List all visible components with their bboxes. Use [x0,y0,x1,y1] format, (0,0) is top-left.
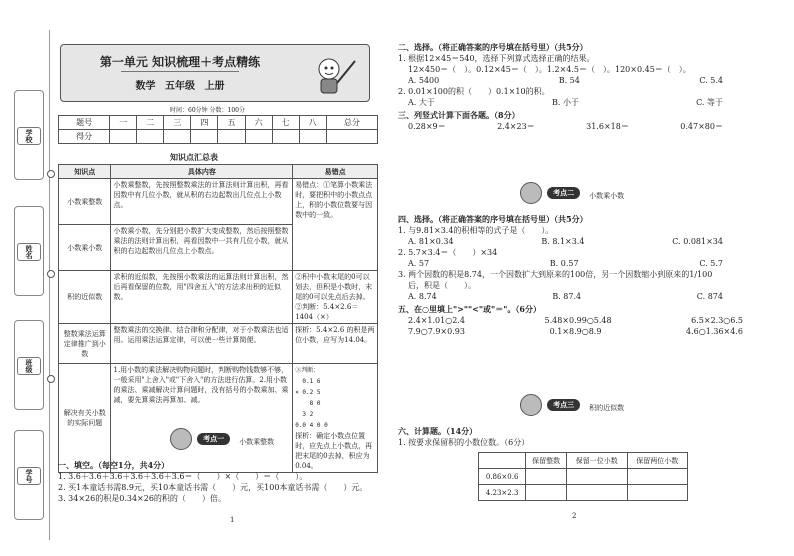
calc-row [398,121,783,132]
section-heading: 三、列竖式计算下面各题。（8分） [398,110,520,120]
option[interactable]: A. 5400 [408,76,440,85]
section-choice-4 [398,214,783,337]
mascot-icon [520,394,542,416]
summary-pitfall [293,364,378,473]
options [398,291,783,302]
side-box-name [14,206,44,296]
question: 后，积是（ ）。 [408,281,476,290]
answer-cell[interactable] [627,469,688,485]
compare-item[interactable]: 4.6○1.36×4.6 [686,327,743,336]
binding-hole [47,270,55,278]
calc-item: 0.47×80＝ [680,122,723,131]
question: 12×450＝（ ）。0.12×45＝（ ）。1.2×4.5＝（ ）。120×0.45＝（ ）。 [408,65,691,74]
topic-banner-3 [520,394,624,416]
mascot-icon [520,182,542,204]
page-header [60,44,370,102]
topic-banner-1 [170,428,274,450]
mascot-icon [170,428,192,450]
summary-content: 小数乘整数，先按照整数乘法的计算法则计算出积，再看因数中有几位小数，就从积的右边起数出几位点上小数点。 [111,179,293,225]
score-input[interactable] [218,130,245,144]
score-cell: 六 [245,116,272,130]
score-header-row [59,116,378,130]
title-rule [121,71,239,72]
side-box-school [14,90,44,180]
option[interactable]: C. 5.4 [699,76,723,85]
question: 1. 根据12×45＝540，选择下列算式选择正确的结果。 [398,54,595,63]
summary-title: 知识点汇总表 [170,152,218,162]
side-box-class [14,320,44,410]
compare-item[interactable]: 5.48×0.99○5.48 [544,316,612,325]
calc-item: 2.4×23＝ [497,122,535,131]
topic-badge: 考点一 [197,433,230,445]
test-meta: 时间：60分钟 分数：100分 [170,107,245,114]
compare-item[interactable]: 0.1×8.9○8.9 [549,327,602,336]
summary-topic: 小数乘整数 [59,179,111,225]
option[interactable]: C. 等于 [696,98,723,107]
section-heading: 一、填空。（每空1分，共4分） [58,460,170,470]
rounding-row [479,469,688,485]
option[interactable]: B. 0.57 [549,259,579,268]
option[interactable]: A. 大于 [408,98,435,107]
rounding-header-row [479,453,688,469]
options [398,75,783,86]
side-label: 姓名 [17,243,41,261]
page-subtitle: 数学 五年级 上册 [135,81,225,92]
score-value-row [59,130,378,144]
score-input[interactable] [110,130,137,144]
question: 1. 与9.81×3.4的积相等的式子是（ ）。 [398,226,554,235]
score-cell: 四 [191,116,218,130]
rounding-expr: 0.86×0.6 [479,469,526,485]
topic-banner-2 [520,182,624,204]
topic-title: 积的近似数 [589,403,625,412]
summary-topic: 整数乘法运算定律推广到小数 [59,324,111,364]
compare-item[interactable]: 6.5×2.3○6.5 [691,316,743,325]
summary-topic: 解决有关小数的实际问题 [59,364,111,473]
rounding-header: 保留整数 [526,453,567,469]
question: 3. 两个因数的积是8.74，一个因数扩大到原来的100倍，另一个因数缩小到原来的1/100 [398,270,713,279]
answer-cell[interactable] [567,485,627,501]
compare-row [398,326,783,337]
option[interactable]: B. 8.1×3.4 [541,237,585,246]
summary-pitfall: 易错点：①笔算小数乘法时，要把积中的小数点点上，积的小数位数要与因数中的一致。 [293,179,378,271]
score-cell: 一 [110,116,137,130]
page-title: 第一单元 知识梳理＋考点精练 [99,55,261,69]
section-heading: 五、在○里填上">""<"或"＝"。（6分） [398,304,541,314]
option[interactable]: C. 0.081×34 [672,237,723,246]
answer-cell[interactable] [526,469,567,485]
option[interactable]: B. 54 [558,76,580,85]
binding-hole [47,170,55,178]
score-input[interactable] [272,130,299,144]
summary-table [58,164,378,473]
rounding-table [478,452,688,501]
score-cell: 七 [272,116,299,130]
summary-row [59,271,378,324]
binding-hole [47,375,55,383]
question: 1. 按要求保留积的小数位数。（6分） [398,438,530,447]
option[interactable]: A. 81×0.34 [408,237,454,246]
section-heading: 六、计算题。（14分） [398,426,478,436]
side-label: 学号 [17,467,41,485]
score-cell: 题号 [59,116,110,130]
side-label: 班级 [17,357,41,375]
section-calc-6 [398,426,783,448]
compare-item[interactable]: 2.4×1.01○2.4 [408,316,465,325]
question: 2. 5.7×3.4＝（ ）×34 [398,248,498,257]
option[interactable]: B. 87.4 [552,292,582,301]
options [398,236,783,247]
topic-title: 小数乘整数 [239,437,275,446]
section-heading: 四、选择。（将正确答案的序号填在括号里）（共5分） [398,214,588,224]
summary-pitfall: ②积中小数末尾的0可以划去，但积是小数时，末尾的0可以先点后去掉。②判断：5.4×2.6＝1404（×） [293,271,378,324]
side-strip [0,30,50,540]
summary-content: 整数乘法的交换律、结合律和分配律，对于小数乘法也适用。运用乘法运算定律，可以使一些计算简便。 [111,324,293,364]
question: 1. 3.6＋3.6＋3.6＋3.6＋3.6＋3.6＝（ ）×（ ）＝（ ）。 [58,472,308,481]
side-box-number [14,430,44,520]
score-table [58,115,378,144]
page-number: 1 [230,516,235,524]
score-cell: 三 [164,116,191,130]
summary-pitfall: 探析：5.4×2.6 的积是两位小数，应写为14.04。 [293,324,378,364]
topic-badge: 考点二 [547,187,580,199]
option[interactable]: B. 小于 [551,98,579,107]
summary-content: 1.用小数的乘法解决购物问题时，判断购物钱数够不够，一般采用"上舍入"或"下舍入"的方法进行估算。2.用小数的乘法、乘减解决计算问题时，没有括号的小数乘加、乘减，要先算乘法再算加、减。 [111,364,293,473]
rounding-header [479,453,526,469]
topic-badge: 考点三 [547,399,580,411]
score-cell: 五 [218,116,245,130]
score-cell: 二 [137,116,164,130]
summary-header: 知识点 [59,165,111,179]
rounding-row [479,485,688,501]
vertical-calc: ③判断： 0.1 6 × 0.2 5 8 0 3 2 0.0 4 0 0 [295,367,328,429]
score-input[interactable] [164,130,191,144]
summary-content: 求积的近似数，先按照小数乘法的运算法则计算出积，然后再看保留的位数，用"四舍五入"的方法求出积的近似数。 [111,271,293,324]
summary-header: 具体内容 [111,165,293,179]
score-cell: 八 [299,116,326,130]
summary-content: 小数乘小数，先分别把小数扩大变成整数，然后按照整数乘法的法则计算出积，再看因数中一共有几位小数，就从积的右边起数出几位点上小数点。 [111,225,293,271]
question: 3. 34×26的积是0.34×26的积的（ ）倍。 [58,494,226,503]
score-input[interactable] [137,130,164,144]
mascot-illustration [311,53,357,97]
rounding-header: 保留两位小数 [627,453,688,469]
score-input[interactable] [299,130,326,144]
topic-title: 小数乘小数 [589,191,625,200]
summary-header: 易错点 [293,165,378,179]
section-fill-blank [58,460,378,504]
summary-row [59,324,378,364]
rounding-expr: 4.23×2.3 [479,485,526,501]
answer-cell[interactable] [526,485,567,501]
pitfall-note: 探析：确定小数点位置时，应先点上小数点，再把末尾的0去掉，积应为0.04。 [295,432,373,470]
answer-cell[interactable] [627,485,688,501]
summary-header-row [59,165,378,179]
side-label: 学校 [17,127,41,145]
compare-item[interactable]: 7.9○7.9×0.93 [408,327,465,336]
section-choice-2 [398,42,783,132]
score-input[interactable] [326,130,377,144]
calc-item: 0.28×9＝ [408,122,446,131]
question: 2. 0.01×100的积（ ）0.1×10的积。 [398,87,550,96]
page-number: 2 [572,512,577,520]
summary-topic: 积的近似数 [59,271,111,324]
score-input[interactable] [245,130,272,144]
answer-cell[interactable] [567,469,627,485]
summary-topic: 小数乘小数 [59,225,111,271]
score-input[interactable] [191,130,218,144]
option[interactable]: C. 5.7 [699,259,723,268]
score-cell: 总分 [326,116,377,130]
options [398,258,783,269]
rounding-header: 保留一位小数 [567,453,627,469]
option[interactable]: C. 874 [696,292,723,301]
summary-row [59,364,378,473]
option[interactable]: A. 8.74 [408,292,437,301]
calc-item: 31.6×18＝ [586,122,629,131]
score-cell: 得分 [59,130,110,144]
compare-row [398,315,783,326]
option[interactable]: A. 57 [408,259,430,268]
options [398,97,783,108]
question: 2. 买1本童话书需8.9元，买10本童话书需（ ）元，买100本童话书需（ ）元。 [58,483,368,492]
summary-row [59,179,378,225]
section-heading: 二、选择。（将正确答案的序号填在括号里）（共5分） [398,42,588,52]
